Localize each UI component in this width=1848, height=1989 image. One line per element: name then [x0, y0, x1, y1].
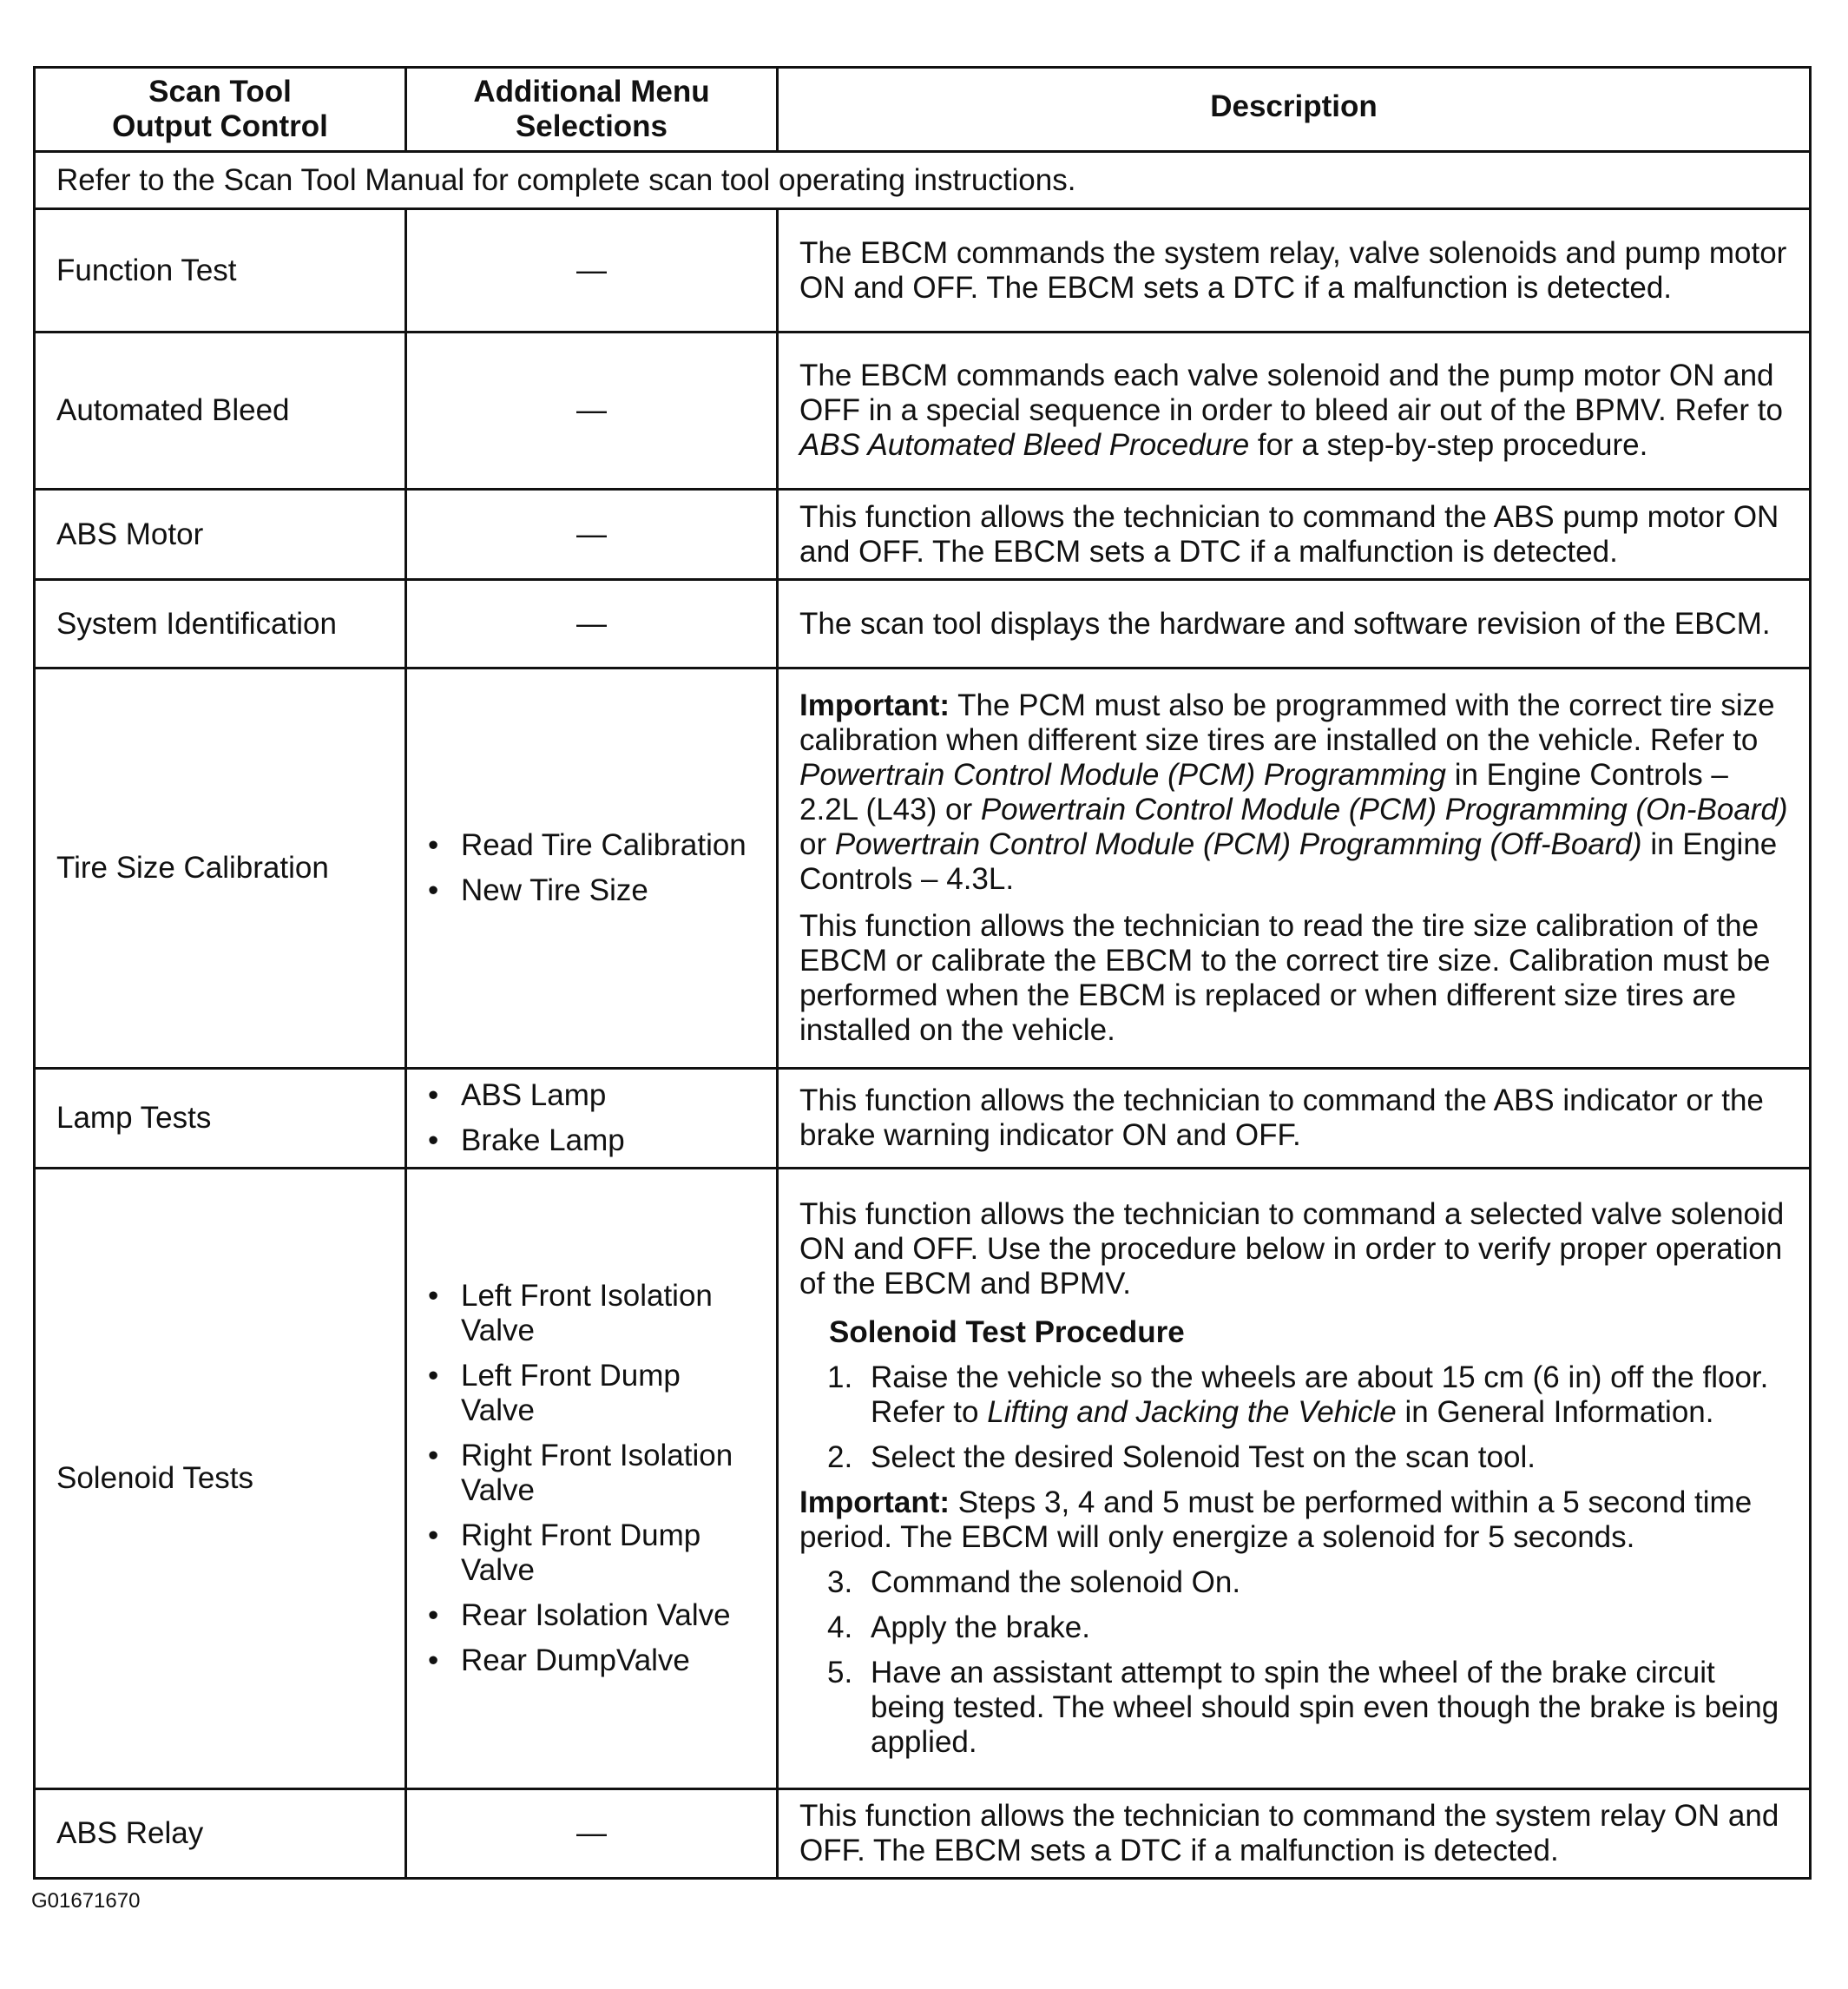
description-abs-relay: This function allows the technician to command the system relay ON and OFF. The EBCM sets a DTC if a malfunction is detected.: [778, 1789, 1811, 1879]
list-item: • Brake Lamp: [428, 1123, 625, 1157]
description-lamp-tests: This function allows the technician to command the ABS indicator or the brake warning indicator ON and OFF.: [778, 1069, 1811, 1169]
important-note: Important: The PCM must also be programmed with the correct tire size calibration when different size tires are installed on the vehicle. Refer to Powertrain Control Module (PCM) Programming in Engine Controls – 2.2L (L43) or Powertrain Control Module (PCM) Programming (On-Board) or Powertrain Control Module (PCM) Programming (Off-Board) in Engine Controls – 4.3L.: [799, 688, 1788, 896]
list-item: 2. Select the desired Solenoid Test on the scan tool.: [827, 1440, 1536, 1474]
description-tire-size-calibration: [778, 668, 1811, 1069]
menu-none: —: [406, 580, 778, 668]
menu-tire-size-calibration: [406, 668, 778, 1069]
control-abs-relay: ABS Relay: [35, 1789, 406, 1879]
list-item: 4. Apply the brake.: [827, 1610, 1090, 1644]
procedure-steps-3-5: [799, 1565, 1788, 1760]
list-item: 1. Raise the vehicle so the wheels are about 15 cm (6 in) off the floor. Refer to Lifting and Jacking the Vehicle in General Information.: [827, 1360, 1769, 1429]
control-automated-bleed: Automated Bleed: [35, 333, 406, 490]
list-item: 3. Command the solenoid On.: [827, 1565, 1241, 1599]
tire-size-function-text: This function allows the technician to read the tire size calibration of the EBCM or calibrate the EBCM to the correct tire size. Calibration must be performed when the EBCM is replaced or when different size tires are installed on the vehicle.: [799, 909, 1771, 1047]
list-item: • Read Tire Calibration: [428, 828, 746, 862]
table-row: [35, 668, 1811, 1069]
pcm-programming-on-board-reference: Powertrain Control Module (PCM) Programming (On-Board): [980, 793, 1788, 827]
list-item: • Rear DumpValve: [428, 1643, 690, 1677]
table-row: [35, 1169, 1811, 1789]
scan-tool-manual-note: Refer to the Scan Tool Manual for complete scan tool operating instructions.: [35, 152, 1811, 209]
list-item: • ABS Lamp: [428, 1078, 607, 1112]
list-item: • Right Front Dump Valve: [428, 1518, 701, 1587]
description-abs-motor: This function allows the technician to command the ABS pump motor ON and OFF. The EBCM sets a DTC if a malfunction is detected.: [778, 490, 1811, 580]
procedure-steps-1-2: [799, 1360, 1788, 1475]
list-item: • New Tire Size: [428, 873, 648, 907]
table-row: [35, 209, 1811, 333]
control-function-test: Function Test: [35, 209, 406, 333]
description-automated-bleed: The EBCM commands each valve solenoid and the pump motor ON and OFF in a special sequence in order to bleed air out of the BPMV. Refer to ABS Automated Bleed Procedure for a step-by-step procedure.: [778, 333, 1811, 490]
menu-none: —: [406, 1789, 778, 1879]
control-system-identification: System Identification: [35, 580, 406, 668]
scan-tool-output-control-table: [33, 66, 1812, 1880]
table-row: [35, 333, 1811, 490]
control-lamp-tests: Lamp Tests: [35, 1069, 406, 1169]
table-row: [35, 580, 1811, 668]
table-row: [35, 1789, 1811, 1879]
list-item: • Left Front Dump Valve: [428, 1359, 681, 1427]
note-row: [35, 152, 1811, 209]
abs-automated-bleed-procedure-reference: ABS Automated Bleed Procedure: [799, 428, 1250, 462]
menu-none: —: [406, 209, 778, 333]
figure-id: G01671670: [31, 1889, 141, 1913]
list-item: • Rear Isolation Valve: [428, 1598, 731, 1632]
menu-none: —: [406, 490, 778, 580]
important-note: Important: Steps 3, 4 and 5 must be performed within a 5 second time period. The EBCM will only energize a solenoid for 5 seconds.: [799, 1485, 1753, 1554]
header-additional-menu-selections: Additional Menu Selections: [406, 68, 778, 152]
control-abs-motor: ABS Motor: [35, 490, 406, 580]
table-row: [35, 1069, 1811, 1169]
pcm-programming-reference: Powertrain Control Module (PCM) Programming: [799, 758, 1446, 792]
description-solenoid-tests: [778, 1169, 1811, 1789]
control-solenoid-tests: Solenoid Tests: [35, 1169, 406, 1789]
description-system-identification: The scan tool displays the hardware and software revision of the EBCM.: [778, 580, 1811, 668]
header-row: [35, 68, 1811, 152]
menu-lamp-tests: [406, 1069, 778, 1169]
list-item: • Right Front Isolation Valve: [428, 1439, 733, 1507]
solenoid-intro: This function allows the technician to command a selected valve solenoid ON and OFF. Use the procedure below in order to verify proper operation of the EBCM and BPMV.: [799, 1197, 1785, 1301]
lifting-and-jacking-reference: Lifting and Jacking the Vehicle: [987, 1395, 1397, 1429]
menu-solenoid-tests: [406, 1169, 778, 1789]
menu-none: —: [406, 333, 778, 490]
table-row: [35, 490, 1811, 580]
control-tire-size-calibration: Tire Size Calibration: [35, 668, 406, 1069]
header-scan-tool-output-control: Scan Tool Output Control: [35, 68, 406, 152]
header-description: Description: [778, 68, 1811, 152]
description-function-test: The EBCM commands the system relay, valve solenoids and pump motor ON and OFF. The EBCM sets a DTC if a malfunction is detected.: [778, 209, 1811, 333]
solenoid-test-procedure-title: Solenoid Test Procedure: [829, 1315, 1185, 1349]
pcm-programming-off-board-reference: Powertrain Control Module (PCM) Programming (Off-Board): [834, 827, 1642, 861]
list-item: 5. Have an assistant attempt to spin the wheel of the brake circuit being tested. The wheel should spin even though the brake is being applied.: [827, 1656, 1779, 1759]
list-item: • Left Front Isolation Valve: [428, 1279, 713, 1347]
